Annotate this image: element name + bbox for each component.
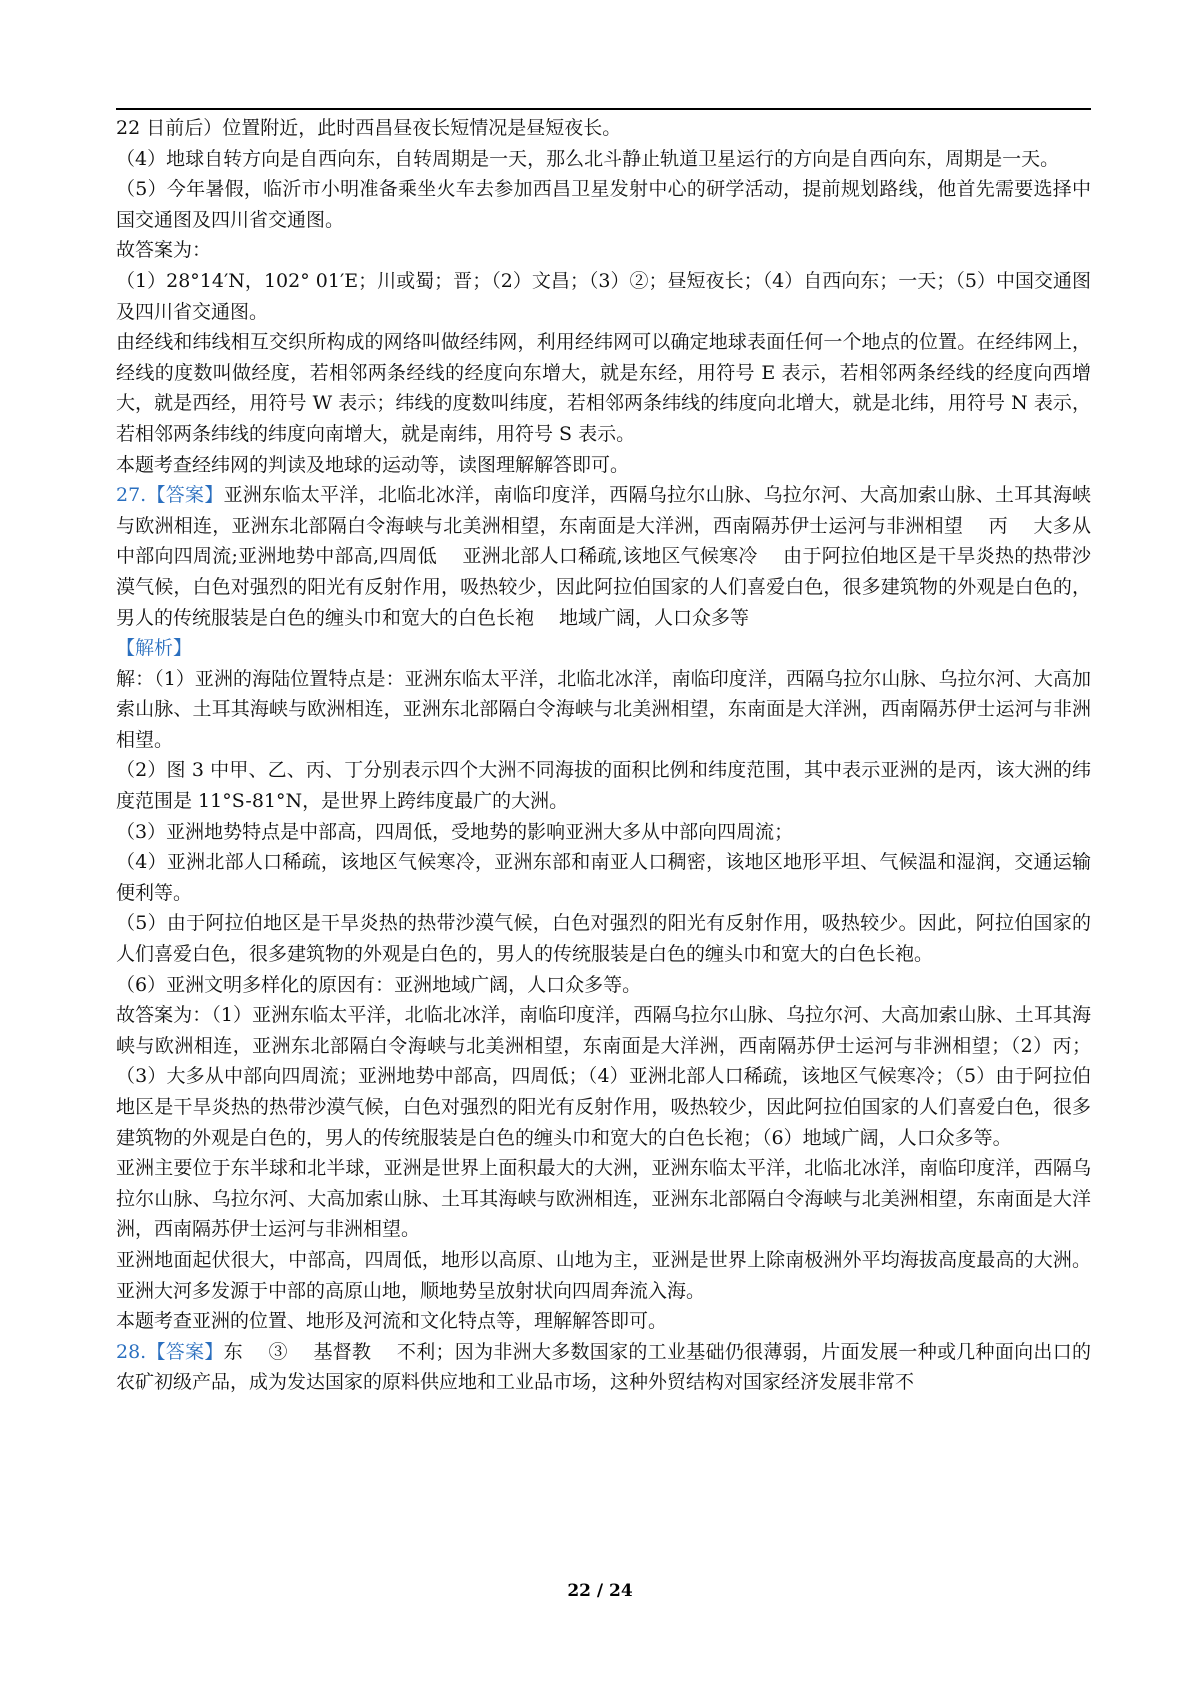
paragraph-text: （4）地球自转方向是自西向东，自转周期是一天，那么北斗静止轨道卫星运行的方向是自西向东，周期是一天。 [116,147,1060,170]
paragraph-text: （6）亚洲文明多样化的原因有：亚洲地域广阔，人口众多等。 [116,973,642,996]
paragraph [116,1000,1091,1153]
analysis-label: 【解析】 [116,637,193,660]
paragraph [116,450,1091,481]
paragraph-text: 故答案为： [116,239,212,262]
paragraph-text: 由经线和纬线相互交织所构成的网络叫做经纬网，利用经纬网可以确定地球表面任何一个地点的位置。在经纬网上，经线的度数叫做经度，若相邻两条经线的经度向东增大，就是东经，用符号 E 表示，若相邻两条经线的经度向西增大，就是西经，用符号 W 表示；纬线的度数叫纬度，若相邻两条纬线的纬度向北增大，就是北纬，用符号 N 表示，若相邻两条纬线的纬度向南增大，就是南纬，用符号 S 表示。 [116,331,1091,445]
paragraph [116,847,1091,908]
paragraph [116,235,1091,266]
paragraph-text: 解：（1）亚洲的海陆位置特点是：亚洲东临太平洋，北临北冰洋，南临印度洋，西隔乌拉尔山脉、乌拉尔河、大高加索山脉、土耳其海峡与欧洲相连，亚洲东北部隔白令海峡与北美洲相望，东南面是大洋洲，西南隔苏伊士运河与非洲相望。 [116,667,1091,751]
question-label: 27.【答案】 [116,484,224,507]
page-number: 22 / 24 [567,1581,633,1601]
paragraph-text: （5）由于阿拉伯地区是干旱炎热的热带沙漠气候，白色对强烈的阳光有反射作用，吸热较少。因此，阿拉伯国家的人们喜爱白色，很多建筑物的外观是白色的，男人的传统服装是白色的缠头巾和宽大的白色长袍。 [116,912,1091,966]
page-body [116,113,1091,1398]
paragraph-text: （4）亚洲北部人口稀疏，该地区气候寒冷，亚洲东部和南亚人口稠密，该地区地形平坦、气候温和湿润，交通运输便利等。 [116,851,1091,904]
paragraph [116,144,1091,175]
answer-text: 亚洲东临太平洋，北临北冰洋，南临印度洋，西隔乌拉尔山脉、乌拉尔河、大高加索山脉、土耳其海峡与欧洲相连，亚洲东北部隔白令海峡与北美洲相望，东南面是大洋洲，西南隔苏伊士运河与非洲相望 丙 大多从中部向四周流;亚洲地势中部高,四周低 亚洲北部人口稀疏,该地区气候寒冷 由于阿拉伯地区是干旱炎热的热带沙漠气候，白色对强烈的阳光有反射作用，吸热较少，因此阿拉伯国家的人们喜爱白色，很多建筑物的外观是白色的，男人的传统服装是白色的缠头巾和宽大的白色长袍 地域广阔，人口众多等 [116,484,1091,629]
paragraph-text: 故答案为：（1）亚洲东临太平洋，北临北冰洋，南临印度洋，西隔乌拉尔山脉、乌拉尔河、大高加索山脉、土耳其海峡与欧洲相连，亚洲东北部隔白令海峡与北美洲相望，东南面是大洋洲，西南隔苏伊士运河与非洲相望；（2）丙；（3）大多从中部向四周流；亚洲地势中部高，四周低；（4）亚洲北部人口稀疏，该地区气候寒冷；（5）由于阿拉伯地区是干旱炎热的热带沙漠气候，白色对强烈的阳光有反射作用，吸热较少，因此阿拉伯国家的人们喜爱白色，很多建筑物的外观是白色的，男人的传统服装是白色的缠头巾和宽大的白色长袍；（6）地域广阔，人口众多等。 [116,1004,1091,1149]
paragraph-text: 22 日前后）位置附近，此时西昌昼夜长短情况是昼短夜长。 [116,117,622,139]
header-rule [116,108,1091,110]
paragraph-text: （3）亚洲地势特点是中部高，四周低，受地势的影响亚洲大多从中部向四周流； [116,820,794,843]
paragraph-text: 亚洲地面起伏很大，中部高，四周低，地形以高原、山地为主，亚洲是世界上除南极洲外平均海拔高度最高的大洲。亚洲大河多发源于中部的高原山地，顺地势呈放射状向四周奔流入海。 [116,1248,1091,1302]
paragraph-text: 本题考查亚洲的位置、地形及河流和文化特点等，理解解答即可。 [116,1310,668,1333]
paragraph [116,327,1091,449]
paragraph [116,817,1091,848]
answer-28 [116,1337,1091,1398]
paragraph [116,908,1091,969]
paragraph [116,1245,1091,1306]
paragraph [116,266,1091,327]
paragraph-text: 本题考查经纬网的判读及地球的运动等，读图理解解答即可。 [116,453,630,476]
question-label: 28.【答案】 [116,1340,224,1363]
paragraph-text: 亚洲主要位于东半球和北半球，亚洲是世界上面积最大的大洲，亚洲东临太平洋，北临北冰洋，南临印度洋，西隔乌拉尔山脉、乌拉尔河、大高加索山脉、土耳其海峡与欧洲相连，亚洲东北部隔白令海峡与北美洲相望，东南面是大洋洲，西南隔苏伊士运河与非洲相望。 [116,1157,1091,1241]
paragraph-text: （1）28°14′N，102° 01′E；川或蜀；晋；（2）文昌；（3）②；昼短夜长；（4）自西向东；一天；（5）中国交通图及四川省交通图。 [116,269,1091,323]
paragraph-text: （5）今年暑假，临沂市小明准备乘坐火车去参加西昌卫星发射中心的研学活动，提前规划路线，他首先需要选择中国交通图及四川省交通图。 [116,178,1091,231]
paragraph-text: （2）图 3 中甲、乙、丙、丁分别表示四个大洲不同海拔的面积比例和纬度范围，其中表示亚洲的是丙，该大洲的纬度范围是 11°S-81°N，是世界上跨纬度最广的大洲。 [116,759,1091,813]
paragraph [116,174,1091,235]
paragraph [116,664,1091,756]
paragraph [116,755,1091,816]
answer-text: 东 ③ 基督教 不利；因为非洲大多数国家的工业基础仍很薄弱，片面发展一种或几种面向出口的农矿初级产品，成为发达国家的原料供应地和工业品市场，这种外贸结构对国家经济发展非常不 [116,1340,1091,1394]
analysis-heading [116,633,1091,664]
paragraph [116,113,1091,144]
paragraph [116,1153,1091,1245]
paragraph [116,970,1091,1001]
answer-27 [116,480,1091,633]
paragraph [116,1306,1091,1337]
